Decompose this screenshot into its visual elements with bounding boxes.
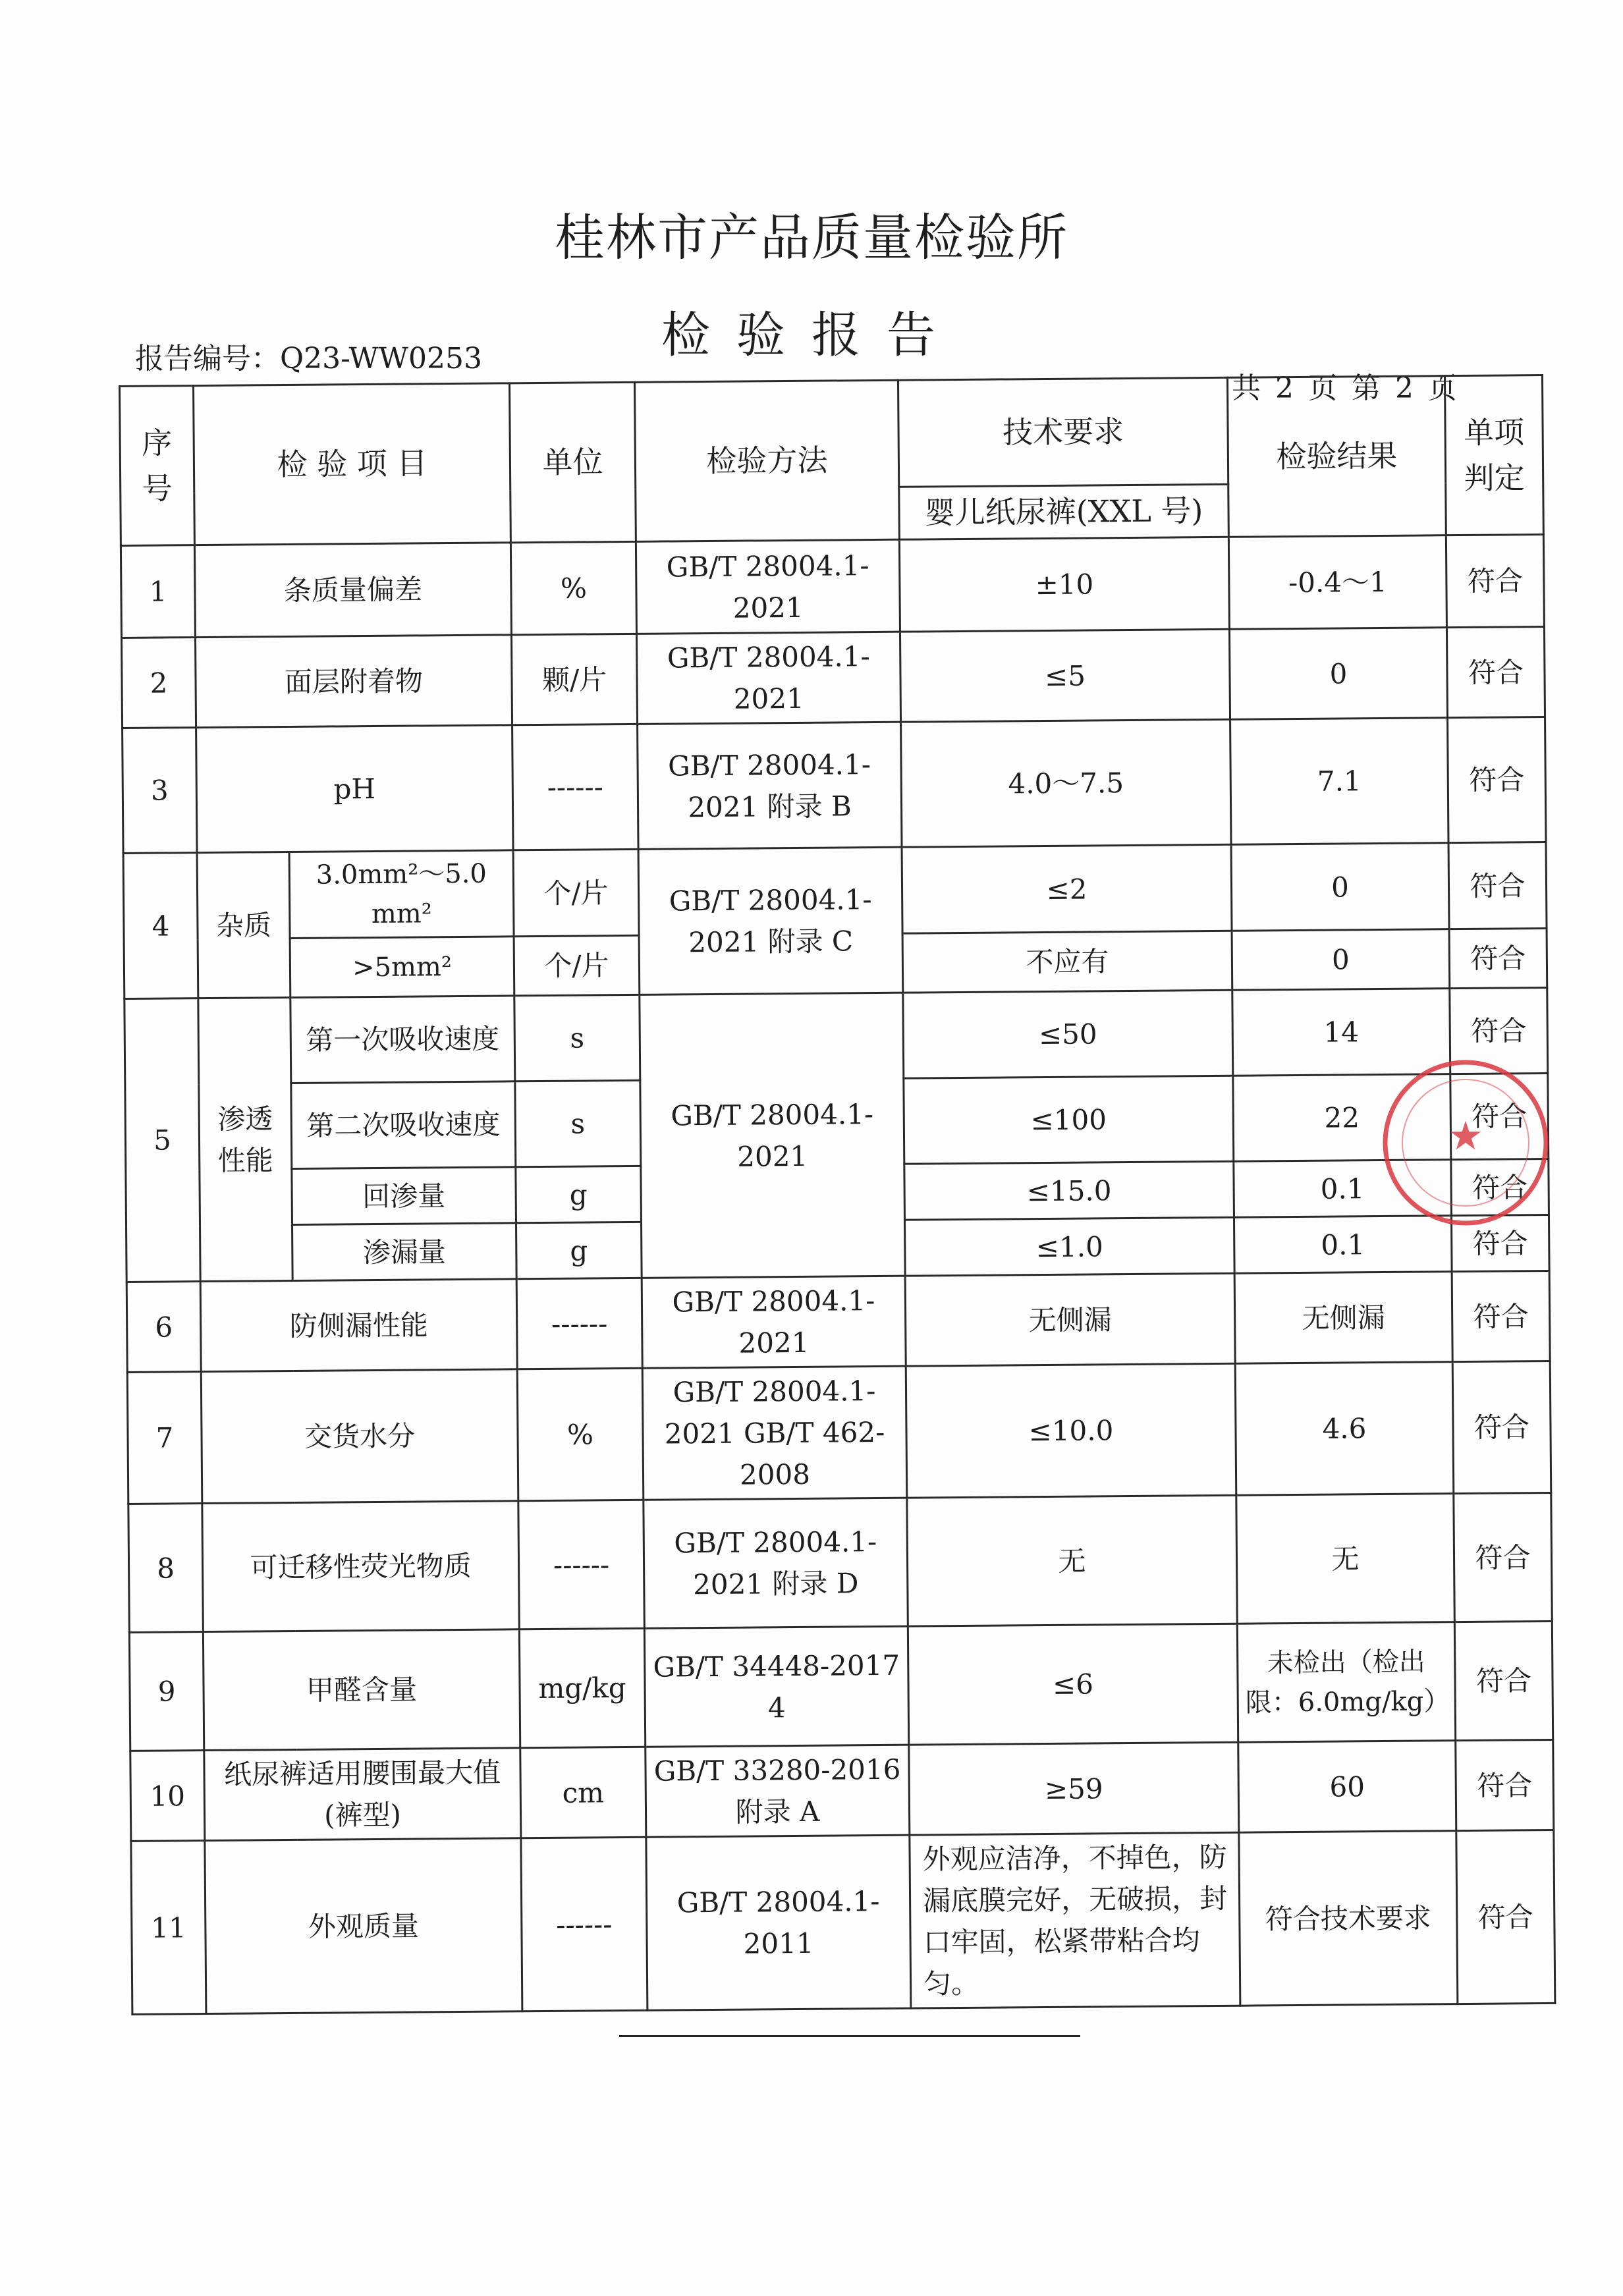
row-requirement: ≤2 bbox=[902, 844, 1232, 933]
row-result: 7.1 bbox=[1230, 718, 1448, 845]
header-item: 检 验 项 目 bbox=[194, 383, 511, 545]
row-item: pH bbox=[196, 725, 513, 853]
table-row bbox=[123, 717, 1546, 854]
row-requirement: ±10 bbox=[899, 537, 1229, 632]
row-judgement: 符合 bbox=[1446, 535, 1544, 628]
header-judgement: 单项判定 bbox=[1444, 375, 1543, 535]
row-judgement: 符合 bbox=[1454, 1492, 1553, 1622]
row-seq: 6 bbox=[126, 1282, 201, 1373]
row-unit: s bbox=[515, 1080, 641, 1166]
row-seq: 1 bbox=[121, 545, 195, 638]
row-method: GB/T 28004.1-2021 附录 D bbox=[644, 1498, 908, 1628]
row-result: 符合技术要求 bbox=[1239, 1831, 1458, 2006]
table-row bbox=[128, 1492, 1552, 1632]
row-subitem: 第二次吸收速度 bbox=[291, 1081, 516, 1169]
row-method: GB/T 28004.1-2021 bbox=[636, 632, 900, 724]
table-row bbox=[123, 842, 1547, 940]
row-requirement: ≤6 bbox=[908, 1624, 1238, 1745]
row-requirement: 无侧漏 bbox=[905, 1273, 1235, 1366]
row-seq: 11 bbox=[131, 1841, 206, 2015]
row-seq: 5 bbox=[124, 998, 200, 1282]
row-subitem: >5mm² bbox=[290, 937, 514, 998]
row-requirement: 4.0～7.5 bbox=[901, 719, 1231, 847]
header-seq: 序号 bbox=[120, 386, 195, 546]
inspection-table bbox=[119, 374, 1556, 2015]
row-result: 无侧漏 bbox=[1234, 1272, 1452, 1364]
table-row bbox=[130, 1739, 1554, 1841]
row-judgement: 符合 bbox=[1448, 842, 1547, 929]
row-judgement: 符合 bbox=[1451, 1159, 1549, 1215]
row-result: 14 bbox=[1232, 989, 1450, 1076]
row-unit: 颗/片 bbox=[511, 634, 637, 724]
row-seq: 9 bbox=[129, 1632, 204, 1751]
row-judgement: 符合 bbox=[1452, 1361, 1551, 1493]
header-unit: 单位 bbox=[509, 382, 636, 542]
row-result: 未检出（检出限：6.0mg/kg） bbox=[1237, 1622, 1455, 1743]
header-result: 检验结果 bbox=[1227, 376, 1446, 537]
organization-title: 桂林市产品质量检验所 bbox=[555, 208, 1068, 267]
row-judgement: 符合 bbox=[1452, 1271, 1550, 1361]
row-judgement: 符合 bbox=[1448, 717, 1546, 843]
table-row bbox=[126, 1271, 1550, 1372]
row-unit: % bbox=[510, 541, 636, 634]
row-judgement: 符合 bbox=[1456, 1830, 1555, 2004]
row-seq: 7 bbox=[127, 1372, 202, 1504]
row-result: 0 bbox=[1231, 843, 1449, 931]
row-group: 杂质 bbox=[197, 852, 290, 998]
row-requirement: ≤50 bbox=[903, 990, 1233, 1078]
svg-text:★: ★ bbox=[1448, 1113, 1483, 1159]
end-line bbox=[619, 2035, 1080, 2037]
table-row bbox=[131, 1830, 1555, 2014]
row-seq: 8 bbox=[128, 1504, 204, 1633]
row-requirement: ≤100 bbox=[904, 1076, 1234, 1164]
row-group: 渗透性能 bbox=[198, 997, 292, 1281]
table-row bbox=[124, 987, 1548, 1084]
row-requirement: ≥59 bbox=[909, 1742, 1239, 1835]
page-count: 共 2 页 第 2 页 bbox=[1232, 371, 1460, 405]
header-requirement: 技术要求 bbox=[898, 377, 1228, 487]
row-unit: s bbox=[514, 995, 640, 1081]
row-unit: ------ bbox=[516, 1278, 642, 1369]
row-result: 60 bbox=[1238, 1741, 1456, 1833]
row-result: 22 bbox=[1233, 1074, 1451, 1162]
header-product: 婴儿纸尿裤(XXL 号) bbox=[899, 484, 1229, 539]
row-judgement: 符合 bbox=[1456, 1739, 1554, 1830]
row-subitem: 渗漏量 bbox=[292, 1223, 517, 1281]
row-method: GB/T 28004.1-2021 GB/T 462-2008 bbox=[642, 1366, 907, 1500]
row-unit: ------ bbox=[512, 724, 638, 850]
row-result: 0.1 bbox=[1234, 1216, 1452, 1274]
row-item: 可迁移性荧光物质 bbox=[202, 1501, 520, 1632]
row-unit: g bbox=[516, 1166, 642, 1222]
row-method: GB/T 34448-2017 4 bbox=[644, 1626, 908, 1747]
row-judgement: 符合 bbox=[1449, 928, 1547, 988]
row-item: 外观质量 bbox=[205, 1838, 522, 2014]
row-unit: 个/片 bbox=[514, 935, 640, 995]
document-title: 检验报告 bbox=[661, 307, 962, 364]
row-unit: 个/片 bbox=[513, 849, 639, 936]
row-method: GB/T 28004.1-2021 附录 B bbox=[638, 722, 902, 849]
row-item: 面层附着物 bbox=[196, 635, 512, 728]
table-row bbox=[127, 1361, 1551, 1504]
row-unit: ------ bbox=[521, 1837, 647, 2011]
row-result: -0.4～1 bbox=[1228, 535, 1446, 630]
row-subitem: 第一次吸收速度 bbox=[290, 996, 515, 1083]
row-unit: ------ bbox=[518, 1500, 645, 1629]
row-requirement: 不应有 bbox=[902, 931, 1232, 993]
row-requirement: ≤1.0 bbox=[904, 1217, 1234, 1276]
row-item: 交货水分 bbox=[201, 1369, 518, 1504]
row-result: 4.6 bbox=[1235, 1362, 1454, 1496]
row-requirement: ≤15.0 bbox=[904, 1161, 1234, 1220]
table-row bbox=[121, 535, 1544, 638]
row-judgement: 符合 bbox=[1450, 987, 1548, 1074]
row-judgement: 符合 bbox=[1446, 627, 1545, 718]
row-seq: 10 bbox=[130, 1751, 205, 1842]
row-item: 防侧漏性能 bbox=[200, 1279, 517, 1372]
row-method: GB/T 28004.1-2021 bbox=[636, 539, 900, 634]
row-unit: cm bbox=[520, 1747, 646, 1838]
row-seq: 3 bbox=[123, 728, 197, 854]
table-header-row bbox=[120, 375, 1543, 493]
row-requirement: 外观应洁净，不掉色，防漏底膜完好，无破损，封口牢固，松紧带粘合均匀。 bbox=[910, 1832, 1240, 2008]
row-method: GB/T 28004.1-2011 bbox=[646, 1835, 911, 2010]
row-judgement: 符合 bbox=[1454, 1621, 1553, 1740]
row-seq: 2 bbox=[122, 638, 196, 728]
report-number: 报告编号：Q23-WW0253 bbox=[135, 342, 482, 375]
row-unit: mg/kg bbox=[519, 1628, 645, 1747]
row-subitem: 回渗量 bbox=[292, 1167, 516, 1225]
row-item: 条质量偏差 bbox=[194, 543, 511, 638]
official-seal bbox=[1377, 1054, 1554, 1232]
row-judgement: 符合 bbox=[1450, 1073, 1549, 1159]
row-method: GB/T 33280-2016 附录 A bbox=[646, 1745, 910, 1837]
row-result: 0 bbox=[1232, 929, 1450, 991]
row-item: 纸尿裤适用腰围最大值(裤型) bbox=[204, 1748, 521, 1841]
row-method: GB/T 28004.1-2021 bbox=[642, 1276, 906, 1368]
table-row bbox=[122, 627, 1545, 728]
row-requirement: 无 bbox=[907, 1495, 1238, 1626]
row-judgement: 符合 bbox=[1451, 1215, 1549, 1271]
row-unit: % bbox=[517, 1368, 644, 1500]
row-item: 甲醛含量 bbox=[203, 1629, 520, 1751]
table-row bbox=[129, 1621, 1553, 1751]
row-result: 0 bbox=[1229, 628, 1447, 720]
row-method: GB/T 28004.1-2021 bbox=[640, 993, 905, 1278]
row-requirement: ≤10.0 bbox=[906, 1363, 1236, 1498]
header-method: 检验方法 bbox=[634, 380, 899, 541]
row-result: 0.1 bbox=[1234, 1160, 1452, 1218]
row-seq: 4 bbox=[123, 853, 198, 999]
row-subitem: 3.0mm²～5.0 mm² bbox=[289, 850, 514, 939]
row-result: 无 bbox=[1236, 1494, 1455, 1624]
row-unit: g bbox=[516, 1222, 642, 1278]
row-requirement: ≤5 bbox=[900, 629, 1230, 722]
row-method: GB/T 28004.1-2021 附录 C bbox=[638, 847, 903, 995]
